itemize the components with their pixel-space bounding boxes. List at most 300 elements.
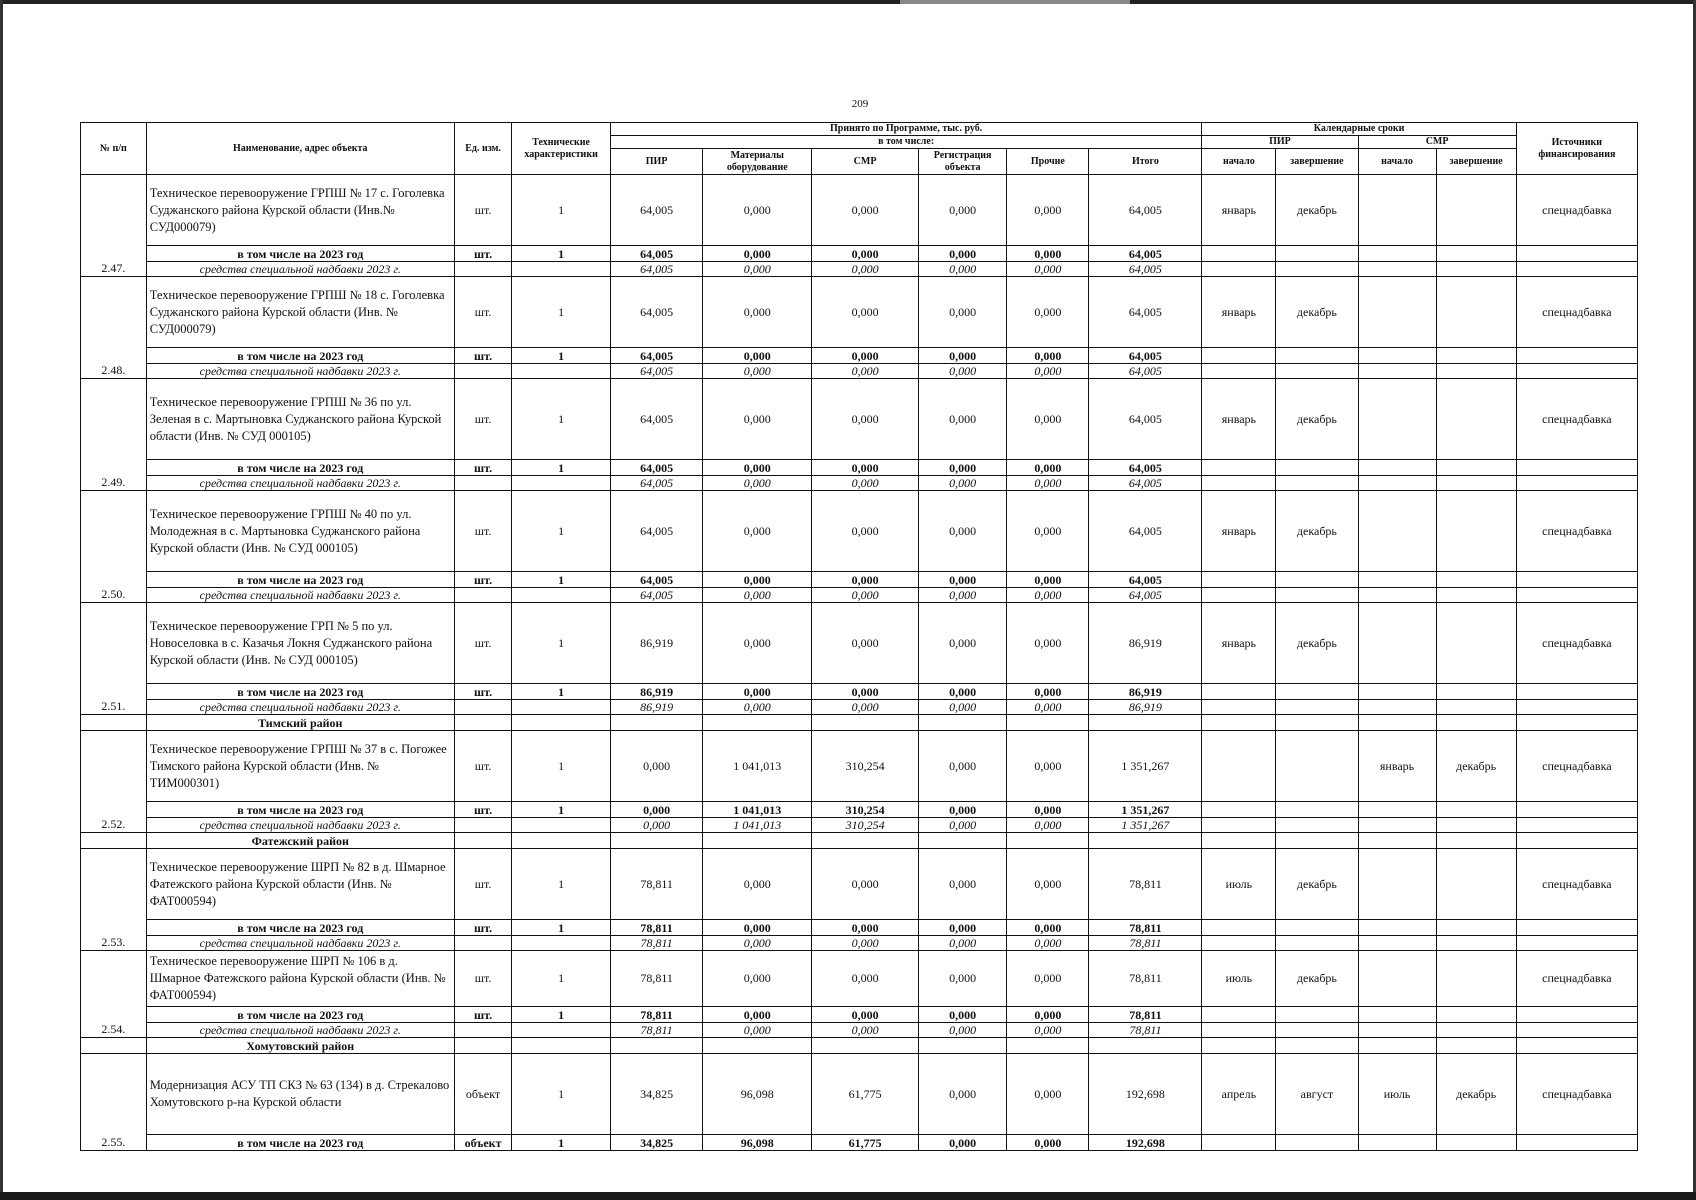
- table-row: [81, 849, 1638, 920]
- reg-value: 0,000: [918, 700, 1006, 715]
- header-cal-smr: СМР: [1358, 136, 1516, 149]
- tech-cell: 1: [512, 460, 611, 476]
- empty-cell: [1436, 818, 1516, 833]
- row-index: 2.55.: [81, 1054, 147, 1151]
- mat-value: 0,000: [703, 277, 812, 348]
- empty-cell: [1436, 262, 1516, 277]
- empty-cell: [1436, 460, 1516, 476]
- smr-start: [1358, 491, 1436, 572]
- empty-cell: [1358, 1007, 1436, 1023]
- district-label: Фатежский район: [146, 833, 454, 849]
- pir-value: 64,005: [610, 572, 702, 588]
- other-value: 0,000: [1007, 731, 1089, 802]
- empty-cell: [1089, 1038, 1202, 1054]
- mat-value: 0,000: [703, 588, 812, 603]
- pir-value: 78,811: [610, 920, 702, 936]
- empty-cell: [1276, 1038, 1358, 1054]
- object-name: Техническое перевооружение ГРПШ № 37 в с. Погожее Тимского района Курской области (Инв. № ТИМ000301): [146, 731, 454, 802]
- empty-cell: [1436, 364, 1516, 379]
- funding-label: средства специальной надбавки 2023 г.: [146, 936, 454, 951]
- total-value: 192,698: [1089, 1054, 1202, 1135]
- subtotal-row: [81, 348, 1638, 364]
- empty-cell: [1202, 246, 1276, 262]
- empty-cell: [1202, 1023, 1276, 1038]
- header-other: Прочие: [1007, 149, 1089, 175]
- reg-value: 0,000: [918, 818, 1006, 833]
- empty-cell: [1358, 715, 1436, 731]
- empty-cell: [1516, 715, 1637, 731]
- smr-value: 0,000: [812, 920, 919, 936]
- scan-border-bottom: [0, 1192, 1696, 1200]
- other-value: 0,000: [1007, 936, 1089, 951]
- reg-value: 0,000: [918, 277, 1006, 348]
- pir-value: 64,005: [610, 491, 702, 572]
- other-value: 0,000: [1007, 572, 1089, 588]
- empty-cell: [1202, 833, 1276, 849]
- unit-cell: шт.: [454, 684, 512, 700]
- empty-cell: [1516, 818, 1637, 833]
- total-value: 64,005: [1089, 246, 1202, 262]
- program-table: [80, 122, 1638, 1151]
- subtotal-row: [81, 460, 1638, 476]
- empty-cell: [1516, 588, 1637, 603]
- empty-cell: [1202, 936, 1276, 951]
- funding-source: спецнадбавка: [1516, 175, 1637, 246]
- mat-value: 0,000: [703, 262, 812, 277]
- header-name: Наименование, адрес объекта: [146, 123, 454, 175]
- mat-value: 96,098: [703, 1054, 812, 1135]
- empty-cell: [1516, 572, 1637, 588]
- unit-cell: шт.: [454, 1007, 512, 1023]
- header-calendar: Календарные сроки: [1202, 123, 1516, 136]
- empty-cell: [454, 833, 512, 849]
- header-incl: в том числе:: [610, 136, 1202, 149]
- smr-value: 310,254: [812, 818, 919, 833]
- pir-start: июль: [1202, 951, 1276, 1007]
- tech-cell: 1: [512, 920, 611, 936]
- district-empty-idx: [81, 833, 147, 849]
- empty-cell: [1436, 348, 1516, 364]
- pir-value: 0,000: [610, 802, 702, 818]
- row-index: 2.52.: [81, 731, 147, 833]
- unit-cell: шт.: [454, 491, 512, 572]
- unit-cell: объект: [454, 1135, 512, 1151]
- empty-cell: [1358, 802, 1436, 818]
- empty-cell: [1007, 833, 1089, 849]
- other-value: 0,000: [1007, 175, 1089, 246]
- district-row: [81, 715, 1638, 731]
- empty-cell: [1516, 1007, 1637, 1023]
- mat-value: 0,000: [703, 1007, 812, 1023]
- empty-cell: [1007, 715, 1089, 731]
- empty-cell: [454, 715, 512, 731]
- empty-cell: [454, 700, 512, 715]
- unit-cell: шт.: [454, 802, 512, 818]
- empty-cell: [610, 715, 702, 731]
- pir-end: декабрь: [1276, 603, 1358, 684]
- smr-end: [1436, 951, 1516, 1007]
- tech-cell: 1: [512, 802, 611, 818]
- pir-value: 64,005: [610, 262, 702, 277]
- reg-value: 0,000: [918, 175, 1006, 246]
- empty-cell: [454, 364, 512, 379]
- tech-cell: 1: [512, 246, 611, 262]
- subtotal-row: [81, 246, 1638, 262]
- funding-label: средства специальной надбавки 2023 г.: [146, 818, 454, 833]
- empty-cell: [1436, 246, 1516, 262]
- funding-source: спецнадбавка: [1516, 277, 1637, 348]
- pir-end: [1276, 731, 1358, 802]
- unit-cell: шт.: [454, 920, 512, 936]
- empty-cell: [1276, 684, 1358, 700]
- subtotal-row: [81, 572, 1638, 588]
- other-value: 0,000: [1007, 277, 1089, 348]
- object-name: Техническое перевооружение ГРП № 5 по ул. Новоселовка в с. Казачья Локня Суджанского района Курской области (Инв. № СУД 000105): [146, 603, 454, 684]
- smr-end: [1436, 379, 1516, 460]
- empty-cell: [1089, 833, 1202, 849]
- funding-source: спецнадбавка: [1516, 379, 1637, 460]
- empty-cell: [1276, 802, 1358, 818]
- header-registration: Регистрация объекта: [918, 149, 1006, 175]
- funding-row: [81, 700, 1638, 715]
- empty-cell: [1276, 700, 1358, 715]
- funding-label: средства специальной надбавки 2023 г.: [146, 1023, 454, 1038]
- total-value: 192,698: [1089, 1135, 1202, 1151]
- total-value: 86,919: [1089, 684, 1202, 700]
- mat-value: 1 041,013: [703, 731, 812, 802]
- empty-cell: [1358, 818, 1436, 833]
- mat-value: 0,000: [703, 175, 812, 246]
- unit-cell: шт.: [454, 277, 512, 348]
- empty-cell: [1436, 700, 1516, 715]
- empty-cell: [703, 833, 812, 849]
- empty-cell: [1436, 1135, 1516, 1151]
- unit-cell: шт.: [454, 603, 512, 684]
- other-value: 0,000: [1007, 491, 1089, 572]
- total-value: 78,811: [1089, 1023, 1202, 1038]
- empty-cell: [918, 833, 1006, 849]
- empty-cell: [1436, 476, 1516, 491]
- header-pir-start: начало: [1202, 149, 1276, 175]
- pir-value: 86,919: [610, 684, 702, 700]
- total-value: 78,811: [1089, 920, 1202, 936]
- empty-cell: [1276, 1135, 1358, 1151]
- empty-cell: [1436, 1023, 1516, 1038]
- total-value: 64,005: [1089, 379, 1202, 460]
- mat-value: 0,000: [703, 364, 812, 379]
- row-index: 2.53.: [81, 849, 147, 951]
- pir-value: 64,005: [610, 175, 702, 246]
- funding-source: спецнадбавка: [1516, 849, 1637, 920]
- empty-cell: [1516, 262, 1637, 277]
- smr-end: [1436, 277, 1516, 348]
- row-index: 2.54.: [81, 951, 147, 1038]
- empty-cell: [1202, 1038, 1276, 1054]
- empty-cell: [1202, 684, 1276, 700]
- empty-cell: [512, 1023, 611, 1038]
- empty-cell: [1202, 818, 1276, 833]
- pir-value: 64,005: [610, 379, 702, 460]
- district-row: [81, 833, 1638, 849]
- empty-cell: [1202, 476, 1276, 491]
- empty-cell: [1516, 246, 1637, 262]
- pir-end: декабрь: [1276, 491, 1358, 572]
- header-sources: Источники финансирования: [1516, 123, 1637, 175]
- header-smr-end: завершение: [1436, 149, 1516, 175]
- empty-cell: [454, 1038, 512, 1054]
- empty-cell: [512, 715, 611, 731]
- other-value: 0,000: [1007, 476, 1089, 491]
- pir-value: 78,811: [610, 1007, 702, 1023]
- empty-cell: [1276, 572, 1358, 588]
- subtotal-row: [81, 1135, 1638, 1151]
- other-value: 0,000: [1007, 1023, 1089, 1038]
- empty-cell: [1202, 460, 1276, 476]
- funding-row: [81, 818, 1638, 833]
- empty-cell: [1202, 1007, 1276, 1023]
- total-value: 64,005: [1089, 588, 1202, 603]
- smr-value: 0,000: [812, 951, 919, 1007]
- row-index: 2.50.: [81, 491, 147, 603]
- smr-value: 0,000: [812, 1007, 919, 1023]
- empty-cell: [512, 700, 611, 715]
- subtotal-row: [81, 920, 1638, 936]
- empty-cell: [1358, 348, 1436, 364]
- mat-value: 0,000: [703, 246, 812, 262]
- reg-value: 0,000: [918, 262, 1006, 277]
- reg-value: 0,000: [918, 364, 1006, 379]
- row-index: 2.48.: [81, 277, 147, 379]
- header-tech: Технические характеристики: [512, 123, 611, 175]
- empty-cell: [512, 364, 611, 379]
- empty-cell: [1276, 920, 1358, 936]
- total-value: 64,005: [1089, 348, 1202, 364]
- other-value: 0,000: [1007, 684, 1089, 700]
- empty-cell: [1358, 246, 1436, 262]
- empty-cell: [812, 833, 919, 849]
- empty-cell: [918, 715, 1006, 731]
- smr-start: [1358, 277, 1436, 348]
- total-value: 78,811: [1089, 951, 1202, 1007]
- empty-cell: [1436, 802, 1516, 818]
- reg-value: 0,000: [918, 849, 1006, 920]
- empty-cell: [610, 833, 702, 849]
- mat-value: 0,000: [703, 348, 812, 364]
- empty-cell: [1276, 833, 1358, 849]
- funding-row: [81, 936, 1638, 951]
- unit-cell: шт.: [454, 379, 512, 460]
- empty-cell: [1516, 1023, 1637, 1038]
- table-body: [81, 175, 1638, 1151]
- header-materials: Материалы оборудование: [703, 149, 812, 175]
- other-value: 0,000: [1007, 364, 1089, 379]
- empty-cell: [1358, 364, 1436, 379]
- reg-value: 0,000: [918, 1135, 1006, 1151]
- smr-value: 310,254: [812, 802, 919, 818]
- unit-cell: шт.: [454, 731, 512, 802]
- object-name: Техническое перевооружение ГРПШ № 40 по ул. Молодежная в с. Мартыновка Суджанского района Курской области (Инв. № СУД 000105): [146, 491, 454, 572]
- empty-cell: [1358, 936, 1436, 951]
- reg-value: 0,000: [918, 1054, 1006, 1135]
- empty-cell: [812, 715, 919, 731]
- empty-cell: [512, 476, 611, 491]
- reg-value: 0,000: [918, 460, 1006, 476]
- empty-cell: [1436, 1038, 1516, 1054]
- table-row: [81, 951, 1638, 1007]
- other-value: 0,000: [1007, 348, 1089, 364]
- empty-cell: [1516, 700, 1637, 715]
- header-pir-end: завершение: [1276, 149, 1358, 175]
- pir-value: 34,825: [610, 1054, 702, 1135]
- unit-cell: объект: [454, 1054, 512, 1135]
- mat-value: 0,000: [703, 603, 812, 684]
- smr-end: декабрь: [1436, 1054, 1516, 1135]
- other-value: 0,000: [1007, 849, 1089, 920]
- reg-value: 0,000: [918, 936, 1006, 951]
- smr-value: 0,000: [812, 262, 919, 277]
- empty-cell: [454, 588, 512, 603]
- empty-cell: [1516, 476, 1637, 491]
- reg-value: 0,000: [918, 491, 1006, 572]
- pir-value: 34,825: [610, 1135, 702, 1151]
- subtotal-label: в том числе на 2023 год: [146, 802, 454, 818]
- pir-start: январь: [1202, 491, 1276, 572]
- empty-cell: [1358, 262, 1436, 277]
- empty-cell: [454, 476, 512, 491]
- empty-cell: [1276, 460, 1358, 476]
- row-index: 2.51.: [81, 603, 147, 715]
- pir-start: январь: [1202, 603, 1276, 684]
- empty-cell: [1358, 1135, 1436, 1151]
- empty-cell: [1089, 715, 1202, 731]
- funding-source: спецнадбавка: [1516, 1054, 1637, 1135]
- other-value: 0,000: [1007, 920, 1089, 936]
- empty-cell: [1276, 936, 1358, 951]
- pir-end: август: [1276, 1054, 1358, 1135]
- empty-cell: [1202, 262, 1276, 277]
- funding-label: средства специальной надбавки 2023 г.: [146, 700, 454, 715]
- empty-cell: [1358, 920, 1436, 936]
- total-value: 64,005: [1089, 262, 1202, 277]
- smr-value: 0,000: [812, 476, 919, 491]
- empty-cell: [1276, 476, 1358, 491]
- funding-label: средства специальной надбавки 2023 г.: [146, 588, 454, 603]
- header-unit: Ед. изм.: [454, 123, 512, 175]
- empty-cell: [1516, 348, 1637, 364]
- subtotal-row: [81, 1007, 1638, 1023]
- tech-cell: 1: [512, 603, 611, 684]
- unit-cell: шт.: [454, 572, 512, 588]
- unit-cell: шт.: [454, 849, 512, 920]
- subtotal-label: в том числе на 2023 год: [146, 684, 454, 700]
- reg-value: 0,000: [918, 1007, 1006, 1023]
- empty-cell: [454, 262, 512, 277]
- funding-label: средства специальной надбавки 2023 г.: [146, 476, 454, 491]
- empty-cell: [1516, 364, 1637, 379]
- total-value: 1 351,267: [1089, 802, 1202, 818]
- mat-value: 0,000: [703, 951, 812, 1007]
- total-value: 64,005: [1089, 476, 1202, 491]
- reg-value: 0,000: [918, 1023, 1006, 1038]
- total-value: 64,005: [1089, 364, 1202, 379]
- total-value: 86,919: [1089, 700, 1202, 715]
- district-row: [81, 1038, 1638, 1054]
- empty-cell: [1358, 700, 1436, 715]
- pir-start: апрель: [1202, 1054, 1276, 1135]
- header-total: Итого: [1089, 149, 1202, 175]
- empty-cell: [1358, 833, 1436, 849]
- empty-cell: [1276, 715, 1358, 731]
- reg-value: 0,000: [918, 476, 1006, 491]
- subtotal-label: в том числе на 2023 год: [146, 246, 454, 262]
- smr-value: 61,775: [812, 1135, 919, 1151]
- scan-border-top: [0, 0, 1696, 4]
- funding-label: средства специальной надбавки 2023 г.: [146, 364, 454, 379]
- header-cal-pir: ПИР: [1202, 136, 1358, 149]
- pir-value: 64,005: [610, 246, 702, 262]
- table-row: [81, 491, 1638, 572]
- smr-value: 0,000: [812, 936, 919, 951]
- mat-value: 0,000: [703, 684, 812, 700]
- empty-cell: [1358, 684, 1436, 700]
- pir-start: июль: [1202, 849, 1276, 920]
- mat-value: 0,000: [703, 849, 812, 920]
- other-value: 0,000: [1007, 818, 1089, 833]
- empty-cell: [1202, 364, 1276, 379]
- pir-value: 64,005: [610, 476, 702, 491]
- empty-cell: [1276, 246, 1358, 262]
- reg-value: 0,000: [918, 951, 1006, 1007]
- empty-cell: [1276, 262, 1358, 277]
- smr-value: 0,000: [812, 277, 919, 348]
- total-value: 64,005: [1089, 175, 1202, 246]
- funding-row: [81, 588, 1638, 603]
- smr-value: 0,000: [812, 849, 919, 920]
- pir-value: 78,811: [610, 951, 702, 1007]
- tech-cell: 1: [512, 1054, 611, 1135]
- empty-cell: [1516, 460, 1637, 476]
- object-name: Техническое перевооружение ШРП № 106 в д. Шмарное Фатежского района Курской области (Инв. № ФАТ000594): [146, 951, 454, 1007]
- pir-end: декабрь: [1276, 849, 1358, 920]
- smr-value: 0,000: [812, 460, 919, 476]
- district-label: Хомутовский район: [146, 1038, 454, 1054]
- mat-value: 0,000: [703, 920, 812, 936]
- row-index: 2.47.: [81, 175, 147, 277]
- unit-cell: шт.: [454, 951, 512, 1007]
- empty-cell: [1276, 364, 1358, 379]
- reg-value: 0,000: [918, 603, 1006, 684]
- smr-end: [1436, 849, 1516, 920]
- smr-end: [1436, 491, 1516, 572]
- smr-value: 0,000: [812, 572, 919, 588]
- reg-value: 0,000: [918, 731, 1006, 802]
- empty-cell: [1007, 1038, 1089, 1054]
- tech-cell: 1: [512, 379, 611, 460]
- empty-cell: [1202, 572, 1276, 588]
- total-value: 86,919: [1089, 603, 1202, 684]
- other-value: 0,000: [1007, 262, 1089, 277]
- reg-value: 0,000: [918, 348, 1006, 364]
- pir-start: [1202, 731, 1276, 802]
- empty-cell: [1436, 588, 1516, 603]
- tech-cell: 1: [512, 951, 611, 1007]
- empty-cell: [1358, 572, 1436, 588]
- smr-value: 0,000: [812, 348, 919, 364]
- total-value: 1 351,267: [1089, 731, 1202, 802]
- object-name: Техническое перевооружение ШРП № 82 в д. Шмарное Фатежского района Курской области (Инв. № ФАТ000594): [146, 849, 454, 920]
- empty-cell: [703, 1038, 812, 1054]
- other-value: 0,000: [1007, 700, 1089, 715]
